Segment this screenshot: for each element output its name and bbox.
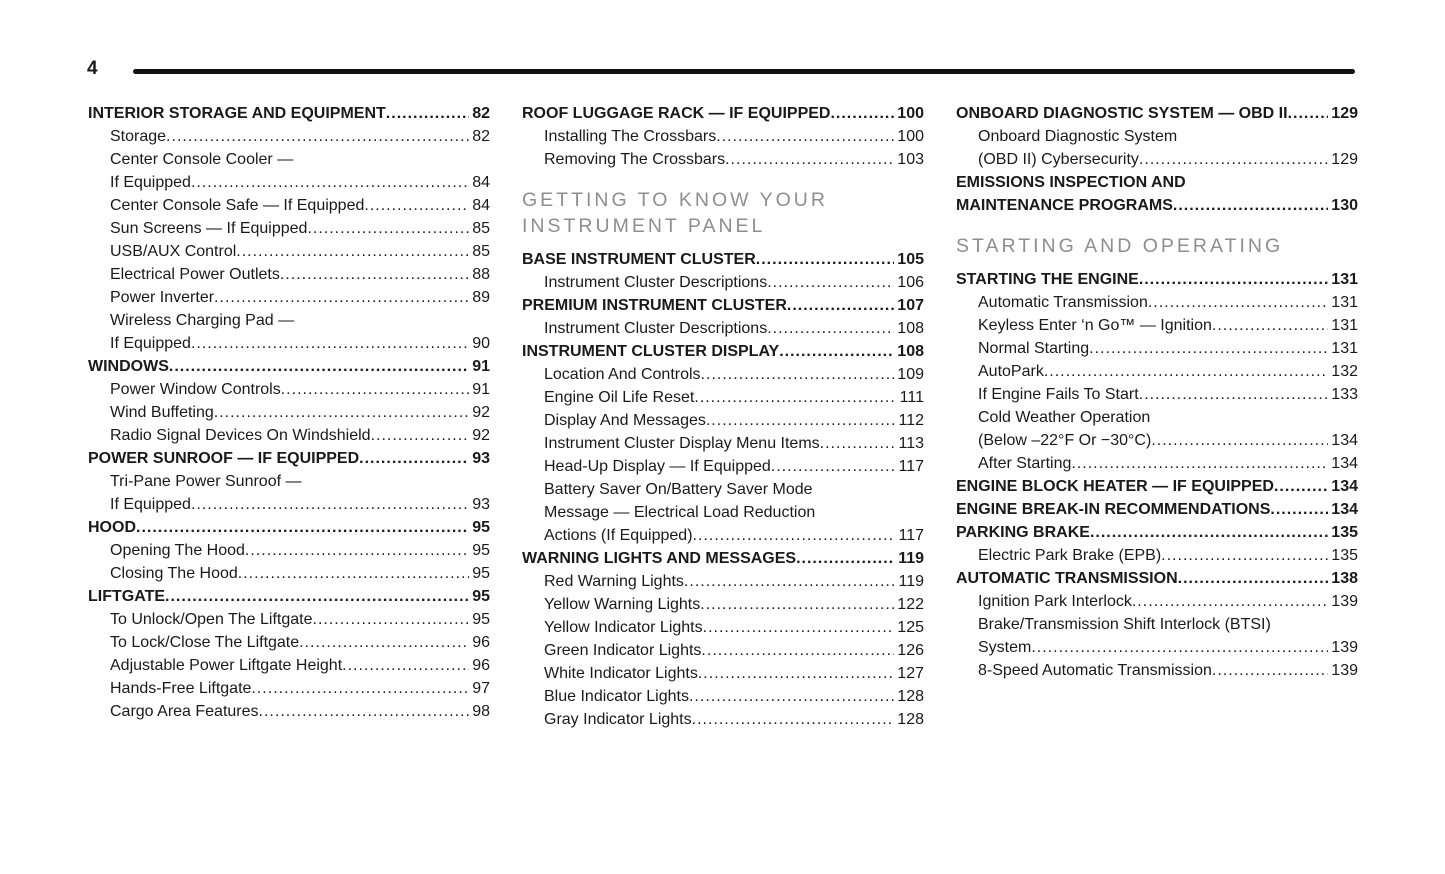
entry-label: If Equipped xyxy=(110,496,191,513)
toc-entry xyxy=(88,562,490,585)
toc-entry xyxy=(88,102,490,125)
entry-label: Gray Indicator Lights xyxy=(544,711,692,728)
entry-page: 135 xyxy=(1331,547,1358,564)
entry-page: 90 xyxy=(472,335,490,352)
dot-leader xyxy=(693,524,896,547)
entry-label: STARTING THE ENGINE xyxy=(956,271,1139,288)
entry-label: To Unlock/Open The Liftgate xyxy=(110,611,313,628)
entry-label: Engine Oil Life Reset xyxy=(544,389,695,406)
entry-label: If Equipped xyxy=(110,174,191,191)
toc-entry xyxy=(88,148,490,171)
dot-leader xyxy=(1212,659,1328,682)
toc-entry xyxy=(956,125,1358,148)
toc-entry xyxy=(522,547,924,570)
entry-label: Center Console Safe — If Equipped xyxy=(110,197,365,214)
entry-page: 84 xyxy=(472,197,490,214)
dot-leader xyxy=(1090,521,1328,544)
toc-entry xyxy=(522,501,924,524)
entry-label: Battery Saver On/Battery Saver Mode xyxy=(544,481,813,498)
dot-leader xyxy=(692,708,895,731)
entry-page: 119 xyxy=(898,550,924,567)
entry-label: Location And Controls xyxy=(544,366,701,383)
dot-leader xyxy=(191,493,469,516)
dot-leader xyxy=(236,240,469,263)
toc-entry xyxy=(956,475,1358,498)
dot-leader xyxy=(280,263,469,286)
entry-page: 109 xyxy=(897,366,924,383)
entry-page: 105 xyxy=(897,251,924,268)
entry-page: 139 xyxy=(1331,662,1358,679)
toc-entry xyxy=(88,378,490,401)
entry-label: WINDOWS xyxy=(88,358,169,375)
dot-leader xyxy=(191,171,469,194)
toc-entry xyxy=(88,470,490,493)
entry-label: LIFTGATE xyxy=(88,588,166,605)
dot-leader xyxy=(830,102,894,125)
toc-entry xyxy=(956,429,1358,452)
toc-entry xyxy=(88,401,490,424)
toc-entry xyxy=(522,317,924,340)
dot-leader xyxy=(191,332,469,355)
entry-label: Wireless Charging Pad — xyxy=(110,312,295,329)
entry-label: Green Indicator Lights xyxy=(544,642,702,659)
dot-leader xyxy=(1139,383,1329,406)
toc-entry xyxy=(956,636,1358,659)
dot-leader xyxy=(698,662,894,685)
dot-leader xyxy=(1274,475,1328,498)
dot-leader xyxy=(386,102,469,125)
toc-entry xyxy=(88,171,490,194)
entry-label: EMISSIONS INSPECTION AND xyxy=(956,174,1186,191)
entry-page: 84 xyxy=(472,174,490,191)
entry-label: Onboard Diagnostic System xyxy=(978,128,1178,145)
dot-leader xyxy=(1212,314,1328,337)
entry-page: 91 xyxy=(472,381,490,398)
entry-label: 8-Speed Automatic Transmission xyxy=(978,662,1212,679)
toc-entry xyxy=(522,294,924,317)
section-heading-line: STARTING AND OPERATING xyxy=(956,235,1284,257)
dot-leader xyxy=(313,608,470,631)
entry-label: Removing The Crossbars xyxy=(544,151,726,168)
entry-page: 139 xyxy=(1331,639,1358,656)
dot-leader xyxy=(299,631,469,654)
entry-page: 117 xyxy=(898,458,924,475)
dot-leader xyxy=(725,148,894,171)
entry-label: Wind Buffeting xyxy=(110,404,214,421)
entry-label: Yellow Warning Lights xyxy=(544,596,701,613)
entry-page: 125 xyxy=(897,619,924,636)
dot-leader xyxy=(694,386,896,409)
entry-label: USB/AUX Control xyxy=(110,243,237,260)
entry-page: 89 xyxy=(472,289,490,306)
entry-page: 122 xyxy=(897,596,924,613)
entry-label: Radio Signal Devices On Windshield xyxy=(110,427,371,444)
toc-entry xyxy=(956,544,1358,567)
entry-label: (Below –22°F Or −30°C) xyxy=(978,432,1152,449)
entry-label: Blue Indicator Lights xyxy=(544,688,689,705)
dot-leader xyxy=(238,562,469,585)
toc-entry xyxy=(522,685,924,708)
toc-entry xyxy=(88,309,490,332)
toc-entry xyxy=(88,654,490,677)
header-rule xyxy=(133,69,1355,74)
entry-page: 131 xyxy=(1331,317,1358,334)
entry-page: 117 xyxy=(898,527,924,544)
entry-label: Normal Starting xyxy=(978,340,1090,357)
toc-entry xyxy=(522,148,924,171)
entry-page: 91 xyxy=(472,358,490,375)
entry-label: (OBD II) Cybersecurity xyxy=(978,151,1139,168)
dot-leader xyxy=(1031,636,1328,659)
toc-entry xyxy=(956,567,1358,590)
dot-leader xyxy=(820,432,896,455)
section-heading xyxy=(522,187,924,239)
section-heading xyxy=(956,233,1358,259)
toc-entry xyxy=(88,240,490,263)
toc-entry xyxy=(522,662,924,685)
dot-leader xyxy=(1148,291,1328,314)
entry-page: 92 xyxy=(472,427,490,444)
entry-label: Message — Electrical Load Reduction xyxy=(544,504,816,521)
entry-page: 131 xyxy=(1331,340,1358,357)
entry-label: Instrument Cluster Display Menu Items xyxy=(544,435,820,452)
dot-leader xyxy=(359,447,469,470)
entry-label: INTERIOR STORAGE AND EQUIPMENT xyxy=(88,105,386,122)
entry-page: 134 xyxy=(1331,455,1358,472)
entry-label: PARKING BRAKE xyxy=(956,524,1090,541)
toc-entry xyxy=(522,455,924,478)
toc-entry xyxy=(956,452,1358,475)
toc-entry xyxy=(522,271,924,294)
toc-column xyxy=(88,102,490,731)
dot-leader xyxy=(259,700,470,723)
toc-entry xyxy=(956,613,1358,636)
entry-label: ENGINE BLOCK HEATER — IF EQUIPPED xyxy=(956,478,1274,495)
toc-entry xyxy=(956,314,1358,337)
toc-entry xyxy=(522,340,924,363)
entry-page: 127 xyxy=(897,665,924,682)
dot-leader xyxy=(716,125,894,148)
entry-label: Brake/Transmission Shift Interlock (BTSI) xyxy=(978,616,1271,633)
toc-entry xyxy=(88,263,490,286)
entry-page: 96 xyxy=(472,657,490,674)
entry-label: White Indicator Lights xyxy=(544,665,698,682)
toc-entry xyxy=(956,498,1358,521)
entry-label: Opening The Hood xyxy=(110,542,245,559)
entry-page: 129 xyxy=(1331,105,1358,122)
entry-page: 95 xyxy=(472,588,490,605)
dot-leader xyxy=(1044,360,1328,383)
dot-leader xyxy=(136,516,469,539)
entry-page: 129 xyxy=(1331,151,1358,168)
toc-entry xyxy=(522,432,924,455)
dot-leader xyxy=(1132,590,1328,613)
entry-label: INSTRUMENT CLUSTER DISPLAY xyxy=(522,343,780,360)
entry-label: Power Inverter xyxy=(110,289,215,306)
entry-page: 131 xyxy=(1331,271,1358,288)
toc-column xyxy=(956,102,1358,731)
entry-page: 85 xyxy=(472,220,490,237)
entry-label: System xyxy=(978,639,1032,656)
entry-label: WARNING LIGHTS AND MESSAGES xyxy=(522,550,797,567)
toc-entry xyxy=(522,102,924,125)
toc-entry xyxy=(956,148,1358,171)
toc-entry xyxy=(522,125,924,148)
entry-label: Electrical Power Outlets xyxy=(110,266,280,283)
entry-page: 103 xyxy=(897,151,924,168)
entry-label: Actions (If Equipped) xyxy=(544,527,693,544)
entry-page: 106 xyxy=(897,274,924,291)
entry-page: 92 xyxy=(472,404,490,421)
dot-leader xyxy=(371,424,470,447)
dot-leader xyxy=(251,677,469,700)
toc-entry xyxy=(522,386,924,409)
entry-page: 126 xyxy=(897,642,924,659)
page-number: 4 xyxy=(87,58,98,79)
toc-entry xyxy=(88,286,490,309)
toc-entry xyxy=(88,424,490,447)
toc-entry xyxy=(956,521,1358,544)
section-heading-line: INSTRUMENT PANEL xyxy=(522,215,766,237)
toc-entry xyxy=(956,171,1358,194)
entry-label: ENGINE BREAK-IN RECOMMENDATIONS xyxy=(956,501,1271,518)
dot-leader xyxy=(1288,102,1329,125)
toc-entry xyxy=(522,409,924,432)
dot-leader xyxy=(245,539,469,562)
toc-entry xyxy=(956,337,1358,360)
entry-page: 130 xyxy=(1331,197,1358,214)
toc-entry xyxy=(88,493,490,516)
dot-leader xyxy=(1071,452,1328,475)
entry-page: 95 xyxy=(472,542,490,559)
toc-entry xyxy=(956,590,1358,613)
entry-label: Closing The Hood xyxy=(110,565,238,582)
toc-entry xyxy=(88,516,490,539)
dot-leader xyxy=(703,616,895,639)
entry-label: Tri-Pane Power Sunroof — xyxy=(110,473,302,490)
dot-leader xyxy=(214,401,469,424)
toc-entry xyxy=(88,608,490,631)
entry-label: Automatic Transmission xyxy=(978,294,1148,311)
entry-label: Keyless Enter ‘n Go™ — Ignition xyxy=(978,317,1212,334)
entry-label: HOOD xyxy=(88,519,136,536)
entry-label: AutoPark xyxy=(978,363,1044,380)
dot-leader xyxy=(1089,337,1328,360)
dot-leader xyxy=(1139,148,1328,171)
dot-leader xyxy=(1151,429,1328,452)
entry-label: Ignition Park Interlock xyxy=(978,593,1132,610)
dot-leader xyxy=(700,593,894,616)
entry-page: 100 xyxy=(897,105,924,122)
entry-page: 133 xyxy=(1331,386,1358,403)
toc-entry xyxy=(956,406,1358,429)
entry-label: Installing The Crossbars xyxy=(544,128,717,145)
entry-page: 128 xyxy=(897,688,924,705)
entry-page: 97 xyxy=(472,680,490,697)
entry-label: Instrument Cluster Descriptions xyxy=(544,274,768,291)
entry-page: 132 xyxy=(1331,363,1358,380)
toc-entry xyxy=(522,639,924,662)
section-heading-line: GETTING TO KNOW YOUR xyxy=(522,189,828,211)
dot-leader xyxy=(767,271,894,294)
dot-leader xyxy=(342,654,469,677)
entry-label: Instrument Cluster Descriptions xyxy=(544,320,768,337)
toc-columns xyxy=(88,102,1358,731)
dot-leader xyxy=(364,194,469,217)
entry-page: 113 xyxy=(898,435,924,452)
toc-entry xyxy=(522,616,924,639)
toc-entry xyxy=(88,700,490,723)
entry-label: Hands-Free Liftgate xyxy=(110,680,252,697)
entry-page: 88 xyxy=(472,266,490,283)
dot-leader xyxy=(701,639,894,662)
entry-page: 95 xyxy=(472,519,490,536)
entry-page: 139 xyxy=(1331,593,1358,610)
dot-leader xyxy=(684,570,896,593)
dot-leader xyxy=(1173,194,1328,217)
entry-label: ONBOARD DIAGNOSTIC SYSTEM — OBD II xyxy=(956,105,1288,122)
toc-entry xyxy=(956,383,1358,406)
dot-leader xyxy=(796,547,895,570)
entry-page: 82 xyxy=(472,105,490,122)
entry-page: 138 xyxy=(1331,570,1358,587)
entry-page: 134 xyxy=(1331,432,1358,449)
dot-leader xyxy=(169,355,469,378)
entry-page: 93 xyxy=(472,496,490,513)
entry-page: 107 xyxy=(897,297,924,314)
toc-entry xyxy=(88,447,490,470)
entry-label: Cold Weather Operation xyxy=(978,409,1151,426)
dot-leader xyxy=(756,248,895,271)
entry-page: 98 xyxy=(472,703,490,720)
dot-leader xyxy=(779,340,894,363)
entry-label: Cargo Area Features xyxy=(110,703,259,720)
dot-leader xyxy=(214,286,469,309)
entry-page: 134 xyxy=(1331,501,1358,518)
dot-leader xyxy=(706,409,896,432)
toc-entry xyxy=(88,355,490,378)
entry-label: MAINTENANCE PROGRAMS xyxy=(956,197,1173,214)
entry-label: After Starting xyxy=(978,455,1072,472)
toc-entry xyxy=(956,360,1358,383)
entry-page: 131 xyxy=(1331,294,1358,311)
entry-page: 108 xyxy=(897,343,924,360)
entry-label: POWER SUNROOF — IF EQUIPPED xyxy=(88,450,360,467)
toc-entry xyxy=(956,291,1358,314)
entry-page: 119 xyxy=(898,573,924,590)
entry-page: 85 xyxy=(472,243,490,260)
entry-label: Red Warning Lights xyxy=(544,573,684,590)
toc-entry xyxy=(88,125,490,148)
toc-entry xyxy=(522,248,924,271)
entry-label: Electric Park Brake (EPB) xyxy=(978,547,1162,564)
dot-leader xyxy=(701,363,895,386)
toc-entry xyxy=(88,631,490,654)
entry-label: Sun Screens — If Equipped xyxy=(110,220,308,237)
dot-leader xyxy=(1139,268,1328,291)
entry-label: Yellow Indicator Lights xyxy=(544,619,703,636)
dot-leader xyxy=(165,585,469,608)
toc-entry xyxy=(88,217,490,240)
toc-entry xyxy=(956,659,1358,682)
dot-leader xyxy=(281,378,469,401)
entry-page: 134 xyxy=(1331,478,1358,495)
entry-label: Storage xyxy=(110,128,167,145)
entry-page: 112 xyxy=(898,412,924,429)
entry-page: 111 xyxy=(899,389,924,406)
toc-entry xyxy=(956,194,1358,217)
entry-page: 95 xyxy=(472,611,490,628)
dot-leader xyxy=(1270,498,1328,521)
toc-entry xyxy=(522,524,924,547)
entry-label: If Engine Fails To Start xyxy=(978,386,1139,403)
entry-page: 128 xyxy=(897,711,924,728)
dot-leader xyxy=(307,217,469,240)
entry-page: 108 xyxy=(897,320,924,337)
entry-label: Display And Messages xyxy=(544,412,706,429)
dot-leader xyxy=(166,125,469,148)
toc-column xyxy=(522,102,924,731)
toc-entry xyxy=(522,478,924,501)
toc-entry xyxy=(88,539,490,562)
entry-label: Adjustable Power Liftgate Height xyxy=(110,657,343,674)
toc-entry xyxy=(522,708,924,731)
entry-label: Center Console Cooler — xyxy=(110,151,294,168)
dot-leader xyxy=(1161,544,1328,567)
toc-entry xyxy=(522,593,924,616)
entry-page: 95 xyxy=(472,565,490,582)
entry-label: Head-Up Display — If Equipped xyxy=(544,458,771,475)
toc-entry xyxy=(522,363,924,386)
entry-label: PREMIUM INSTRUMENT CLUSTER xyxy=(522,297,787,314)
entry-page: 100 xyxy=(897,128,924,145)
toc-entry xyxy=(88,585,490,608)
dot-leader xyxy=(689,685,894,708)
entry-label: BASE INSTRUMENT CLUSTER xyxy=(522,251,756,268)
toc-entry xyxy=(956,102,1358,125)
dot-leader xyxy=(771,455,896,478)
toc-entry xyxy=(88,194,490,217)
dot-leader xyxy=(787,294,894,317)
entry-label: ROOF LUGGAGE RACK — IF EQUIPPED xyxy=(522,105,831,122)
toc-entry xyxy=(88,332,490,355)
toc-entry xyxy=(522,570,924,593)
entry-label: AUTOMATIC TRANSMISSION xyxy=(956,570,1178,587)
entry-page: 96 xyxy=(472,634,490,651)
entry-page: 82 xyxy=(472,128,490,145)
entry-label: If Equipped xyxy=(110,335,191,352)
entry-label: To Lock/Close The Liftgate xyxy=(110,634,300,651)
dot-leader xyxy=(767,317,894,340)
entry-label: Power Window Controls xyxy=(110,381,281,398)
toc-entry xyxy=(88,677,490,700)
entry-page: 135 xyxy=(1331,524,1358,541)
entry-page: 93 xyxy=(472,450,490,467)
dot-leader xyxy=(1178,567,1329,590)
toc-entry xyxy=(956,268,1358,291)
